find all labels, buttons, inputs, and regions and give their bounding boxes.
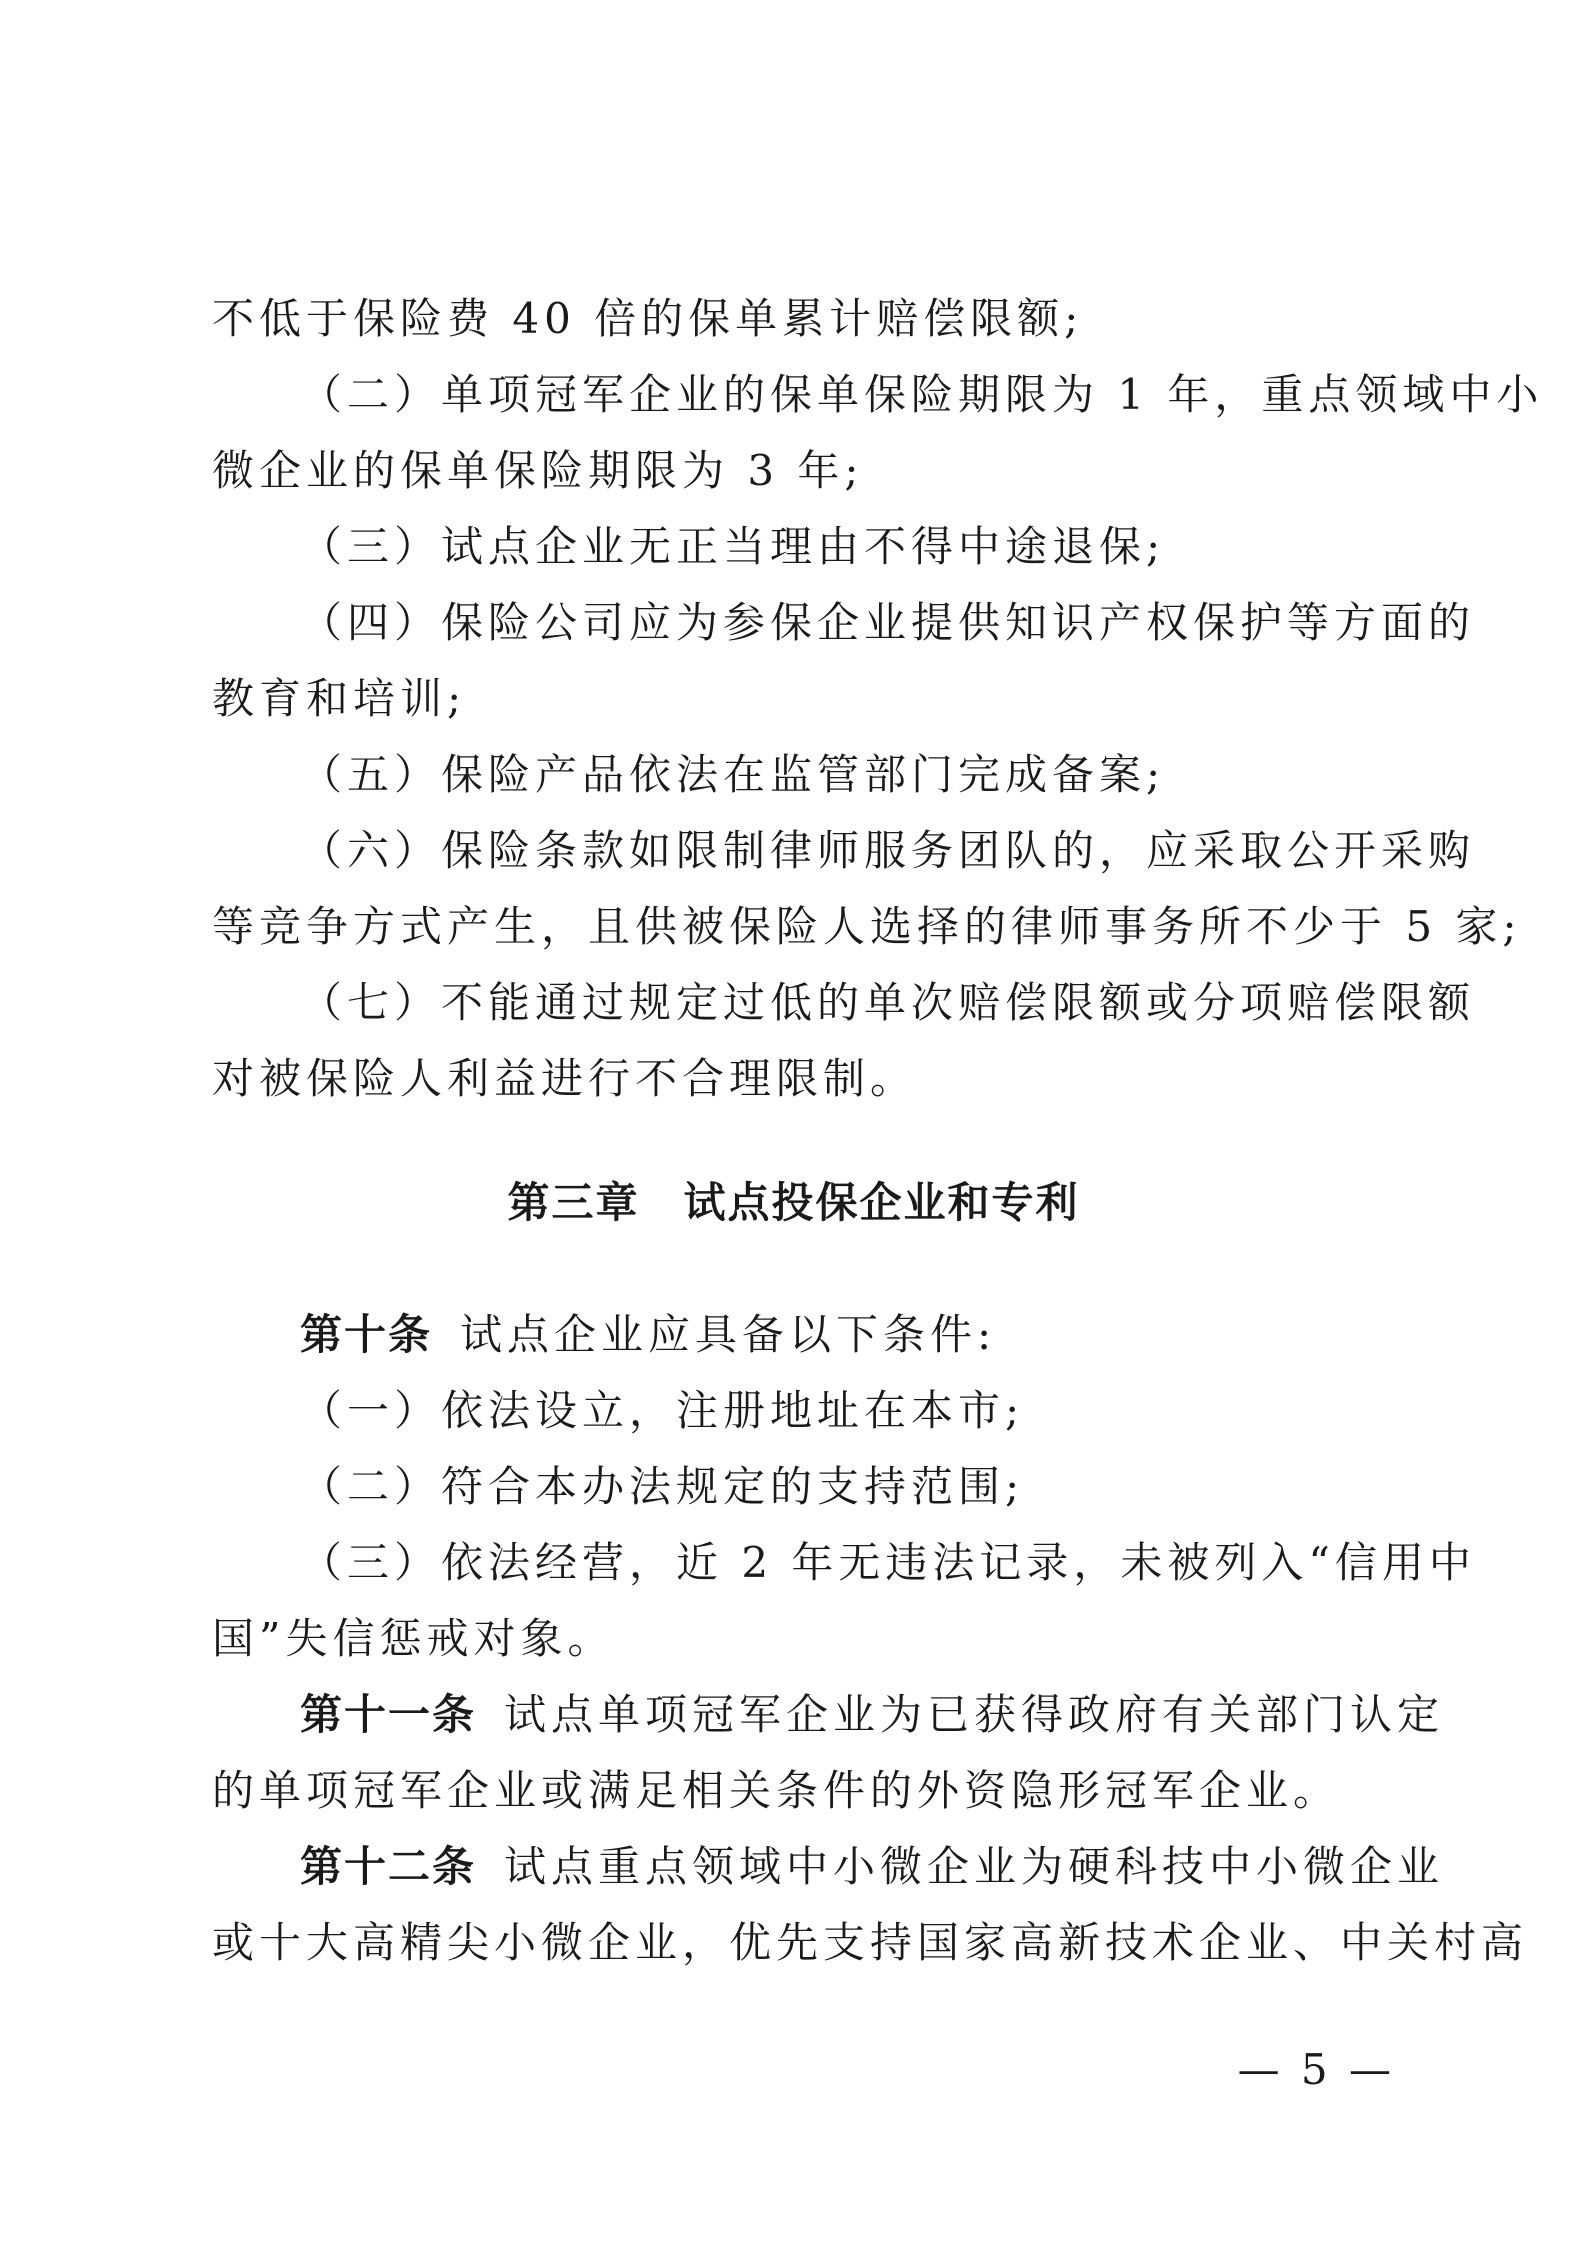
article-10-item: （三）依法经营，近 2 年无违法记录，未被列入“信用中 [300, 1538, 1476, 1587]
paragraph-line: 不低于保险费 40 倍的保单累计赔偿限额; [212, 294, 1084, 343]
paragraph-line: （七）不能通过规定过低的单次赔偿限额或分项赔偿限额 [300, 978, 1476, 1027]
paragraph-line: （五）保险产品依法在监管部门完成备案; [300, 750, 1166, 799]
article-10-title: 第十条 [300, 1310, 433, 1359]
article-10-item: （一）依法设立，注册地址在本市; [300, 1386, 1025, 1435]
article-10-item: 国”失信惩戒对象。 [212, 1614, 615, 1663]
paragraph-line: （四）保险公司应为参保企业提供知识产权保护等方面的 [300, 598, 1476, 647]
article-11-text: 试点单项冠军企业为已获得政府有关部门认定 [504, 1690, 1445, 1739]
article-11-title: 第十一条 [300, 1690, 477, 1739]
paragraph-line: 教育和培训; [212, 674, 467, 723]
article-11-continuation: 的单项冠军企业或满足相关条件的外资隐形冠军企业。 [212, 1766, 1341, 1815]
paragraph-line: 微企业的保单保险期限为 3 年; [212, 446, 864, 495]
page-number: — 5 — [1237, 2045, 1395, 2094]
article-12-text: 试点重点领域中小微企业为硬科技中小微企业 [504, 1842, 1445, 1891]
article-12-line [300, 1842, 1445, 1892]
paragraph-line: （三）试点企业无正当理由不得中途退保; [300, 522, 1166, 571]
article-12-title: 第十二条 [300, 1842, 477, 1891]
chapter-heading: 第三章 试点投保企业和专利 [507, 1178, 1080, 1227]
article-11-line [300, 1690, 1445, 1740]
paragraph-line: 对被保险人利益进行不合理限制。 [212, 1054, 918, 1103]
paragraph-line: 等竞争方式产生，且供被保险人选择的律师事务所不少于 5 家; [212, 902, 1522, 951]
paragraph-line: （六）保险条款如限制律师服务团队的，应采取公开采购 [300, 826, 1476, 875]
article-10-intro-line [300, 1310, 1392, 1360]
article-10-intro: 试点企业应具备以下条件: [460, 1310, 997, 1359]
article-10-item: （二）符合本办法规定的支持范围; [300, 1462, 1025, 1511]
article-12-continuation: 或十大高精尖小微企业，优先支持国家高新技术企业、中关村高 [212, 1918, 1529, 1967]
paragraph-line: （二）单项冠军企业的保单保险期限为 1 年，重点领域中小 [300, 370, 1544, 419]
